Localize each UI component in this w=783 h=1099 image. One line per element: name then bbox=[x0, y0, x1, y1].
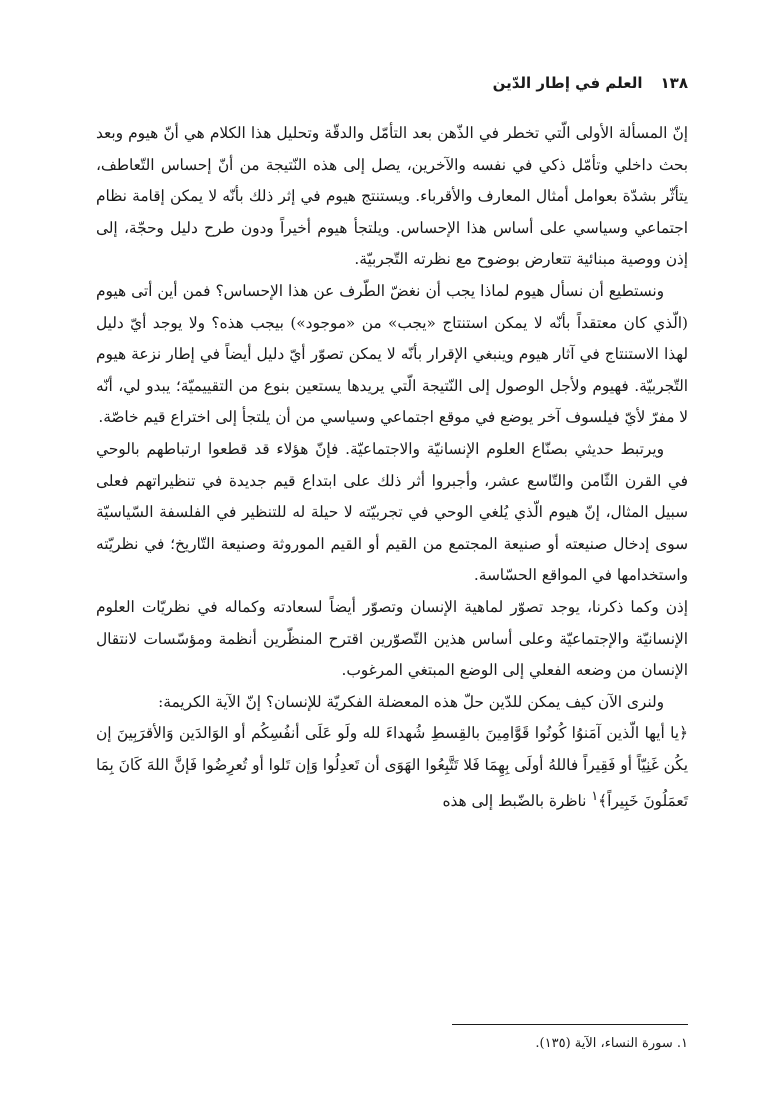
paragraph-5-tail: ناظرة بالضّبط إلى هذه bbox=[442, 792, 592, 811]
footnote: ١. سورة النساء، الآية (١٣٥). bbox=[535, 1036, 688, 1051]
footnote-divider bbox=[452, 1024, 688, 1025]
paragraph-2: ونستطيع أن نسأل هيوم لماذا يجب أن نغضّ الطّرف عن هذا الإحساس؟ فمن أين أتى هيوم (الّذي كان معتقداً بأنّه لا يمكن استنتاج «يجب» من «موجود») بيجب هذه؟ ولا يوجد أيّ دليل لهذا الاستنتاج في آثار هيوم وينبغي الإقرار بأنّه لا يمكن تصوّر أيّ دليل أيضاً في إطار نزعة هيوم التّجربيّة. فهيوم ولأجل الوصول إلى النّتيجة الّتي يريدها يستعين بنوع من التقييميّة؛ يبدو لي، أنّه لا مفرّ لأيّ فيلسوف آخر يوضع في موقع اجتماعي وسياسي من أن يلتجأ إلى اختراع قيم خاصّة. bbox=[96, 281, 688, 427]
page-number: ١٣٨ bbox=[660, 74, 688, 92]
paragraph-5-intro: ولنرى الآن كيف يمكن للدّين حلّ هذه المعضلة الفكريّة للإنسان؟ إنّ الآية الكريمة: bbox=[158, 692, 664, 711]
quran-verse: ﴿يا أيها الّذين آمَنوُا كُونُوا قَوَّامِينَ بالقِسطِ شُهداءَ لله ولَو عَلَى أنفُسِكُم أو الوَالدَين وَالأقرَبِينَ إن يكُن غَنِيّاً أو فَقِيراً فاللهُ أولَى بِهِمَا فَلا تَتَّبِعُوا الهَوَى أن تَعدِلُوا وَإن تَلوا أو تُعرِضُوا فَإنَّ اللهَ كَانَ بِمَا تَعمَلُونَ خَبِيراً﴾ bbox=[96, 724, 688, 811]
running-header bbox=[96, 74, 688, 100]
paragraph-4: إذن وكما ذكرنا، يوجد تصوّر لماهية الإنسان وتصوّر أيضاً لسعادته وكماله في نظريّات العلوم الإنسانيّة والإجتماعيّة وعلى أساس هذين التّصوّرين اقترح المنظّرين أنظمة ومؤسّسات لانتقال الإنسان من وضعه الفعلي إلى الوضع المبتغي المرغوب. bbox=[96, 597, 688, 680]
paragraph-3: ويرتبط حديثي بصنّاع العلوم الإنسانيّة والاجتماعيّة. فإنّ هؤلاء قد قطعوا ارتباطهم بالوحي في القرن الثّامن والتّاسع عشر، وأجبروا أثر ذلك على ابتداع قيم جديدة في تنظيراتهم فعلى سبيل المثال، إنّ هيوم الّذي يُلغي الوحي في تجربيّته لا حيلة له للتنظير في الفلسفة السّياسيّة سوى إدخال صنيعته أو صنيعة المجتمع من القيم أو القيم الموروثة وصنيعة التّاريخ؛ في نظريّته واستخدامها في المواقع الحسّاسة. bbox=[96, 439, 688, 585]
paragraph-1: إنّ المسألة الأولى الّتي تخطر في الذّهن بعد التأمّل والدقّة وتحليل هذا الكلام هي أنّ هيوم وبعد بحث داخلي وتأمّل ذكي في نفسه والآخرين، يصل إلى هذه النّتيجة من أنّ إحساس التّعاطف، يتأثّر بشدّة بعوامل أمثال المعارف والأقرباء. ويستنتج هيوم في إثر ذلك بأنّه لا يمكن إقامة نظام اجتماعي وسياسي على أساس هذا الإحساس. ويلتجأ هيوم أخيراً ودون طرح دليل وحجّة، إلى إذن ووصية مبنائية تتعارض بوضوح مع نظرته التّجربيّة. bbox=[96, 124, 688, 269]
footnote-reference[interactable]: ١ bbox=[591, 789, 599, 805]
main-text bbox=[96, 118, 688, 818]
running-title: العلم في إطار الدّين bbox=[492, 74, 643, 92]
paragraph-5 bbox=[96, 687, 688, 818]
